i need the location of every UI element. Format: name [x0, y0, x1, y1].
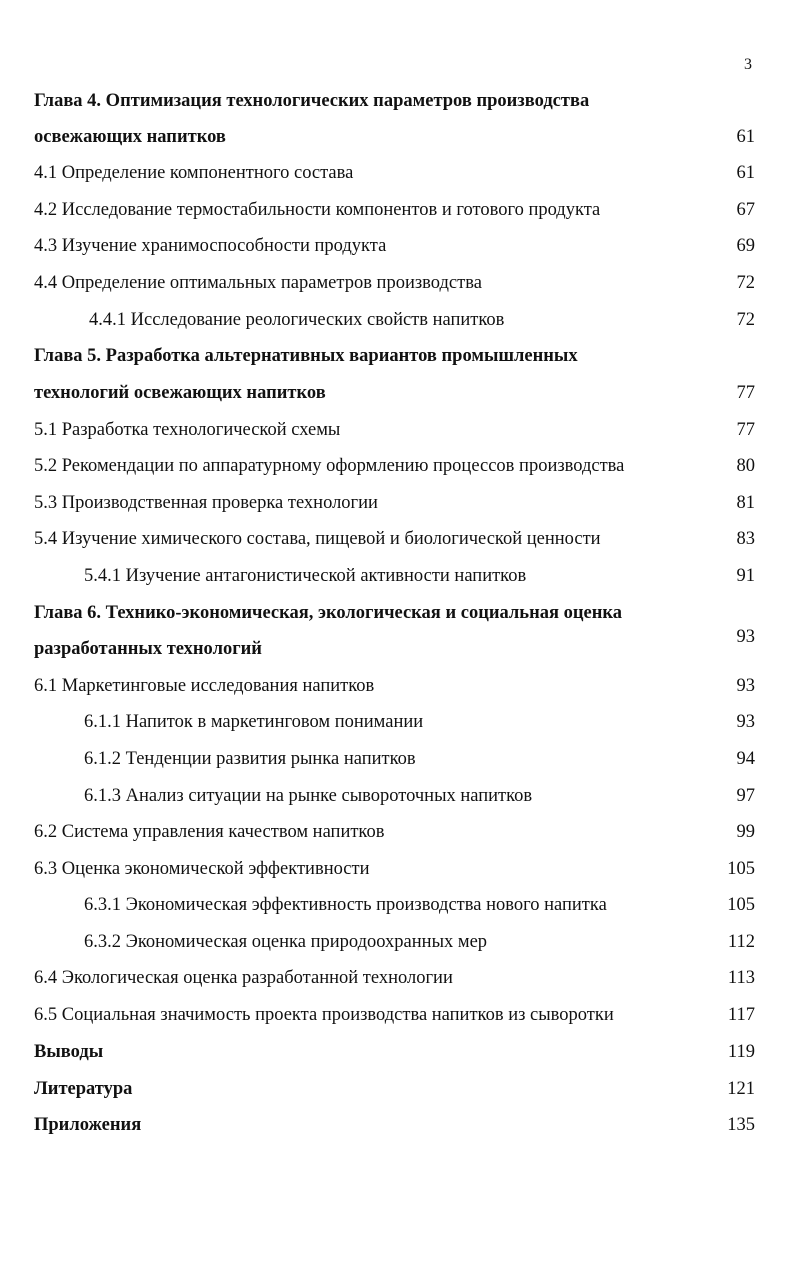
chapter-6-title-line-1: Глава 6. Технико-экономическая, экологическая и социальная оценка	[34, 603, 623, 623]
toc-page-4-4: 72	[736, 273, 755, 293]
chapter-4-page: 61	[736, 127, 755, 147]
toc-page-6-1-2: 94	[736, 749, 755, 769]
toc-page-6-1-1: 93	[736, 712, 755, 732]
toc-entry-6-2: 6.2 Система управления качеством напитков	[34, 822, 385, 842]
toc-page-5-4: 83	[736, 529, 755, 549]
toc-entry-6-5: 6.5 Социальная значимость проекта производства напитков из сыворотки	[34, 1005, 614, 1025]
toc-entry-6-3-2: 6.3.2 Экономическая оценка природоохранных мер	[84, 932, 488, 952]
toc-entry-5-1: 5.1 Разработка технологической схемы	[34, 420, 341, 440]
chapter-5-title-line-1: Глава 5. Разработка альтернативных вариантов промышленных	[34, 346, 578, 366]
toc-page-literature: 121	[727, 1079, 755, 1099]
toc-page-6-3-1: 105	[727, 895, 755, 915]
toc-entry-4-4-1: 4.4.1 Исследование реологических свойств напитков	[89, 310, 505, 330]
toc-entry-6-1: 6.1 Маркетинговые исследования напитков	[34, 676, 375, 696]
toc-entry-conclusions: Выводы	[34, 1042, 104, 1062]
toc-entry-6-4: 6.4 Экологическая оценка разработанной технологии	[34, 968, 453, 988]
toc-entry-4-1: 4.1 Определение компонентного состава	[34, 163, 354, 183]
toc-page-6-4: 113	[727, 968, 755, 988]
toc-entry-4-3: 4.3 Изучение хранимоспособности продукта	[34, 236, 387, 256]
toc-page-5-3: 81	[736, 493, 755, 513]
toc-entry-6-3: 6.3 Оценка экономической эффективности	[34, 859, 370, 879]
toc-entry-literature: Литература	[34, 1079, 133, 1099]
toc-page-appendices: 135	[727, 1115, 755, 1135]
toc-page-conclusions: 119	[727, 1042, 755, 1062]
chapter-6-page: 93	[736, 627, 755, 647]
toc-page-5-4-1: 91	[736, 566, 755, 586]
toc-entry-6-3-1: 6.3.1 Экономическая эффективность производства нового напитка	[84, 895, 607, 915]
toc-entry-4-4: 4.4 Определение оптимальных параметров производства	[34, 273, 482, 293]
toc-page-6-3-2: 112	[727, 932, 755, 952]
toc-page-6-1: 93	[736, 676, 755, 696]
toc-entry-appendices: Приложения	[34, 1115, 142, 1135]
toc-entry-6-1-1: 6.1.1 Напиток в маркетинговом понимании	[84, 712, 424, 732]
toc-page-6-1-3: 97	[736, 786, 755, 806]
toc-entry-6-1-2: 6.1.2 Тенденции развития рынка напитков	[84, 749, 416, 769]
toc-page-5-2: 80	[736, 456, 755, 476]
toc-entry-5-4: 5.4 Изучение химического состава, пищевой и биологической ценности	[34, 529, 601, 549]
toc-entry-6-1-3: 6.1.3 Анализ ситуации на рынке сывороточных напитков	[84, 786, 533, 806]
toc-page-6-3: 105	[727, 859, 755, 879]
toc-page-6-5: 117	[727, 1005, 755, 1025]
chapter-5-title-line-2: технологий освежающих напитков	[34, 383, 326, 403]
toc-page-4-3: 69	[736, 236, 755, 256]
chapter-4-title-line-2: освежающих напитков	[34, 127, 226, 147]
chapter-6-title-line-2: разработанных технологий	[34, 639, 262, 659]
toc-page-5-1: 77	[736, 420, 755, 440]
toc-page-6-2: 99	[736, 822, 755, 842]
toc-entry-5-2: 5.2 Рекомендации по аппаратурному оформлению процессов производства	[34, 456, 625, 476]
chapter-5-page: 77	[736, 383, 755, 403]
toc-page-4-4-1: 72	[736, 310, 755, 330]
toc-page-4-2: 67	[736, 200, 755, 220]
toc-page-4-1: 61	[736, 163, 755, 183]
chapter-4-title-line-1: Глава 4. Оптимизация технологических параметров производства	[34, 91, 590, 111]
toc-entry-5-4-1: 5.4.1 Изучение антагонистической активности напитков	[84, 566, 527, 586]
toc-entry-4-2: 4.2 Исследование термостабильности компонентов и готового продукта	[34, 200, 601, 220]
page-number: 3	[744, 56, 752, 73]
toc-entry-5-3: 5.3 Производственная проверка технологии	[34, 493, 378, 513]
